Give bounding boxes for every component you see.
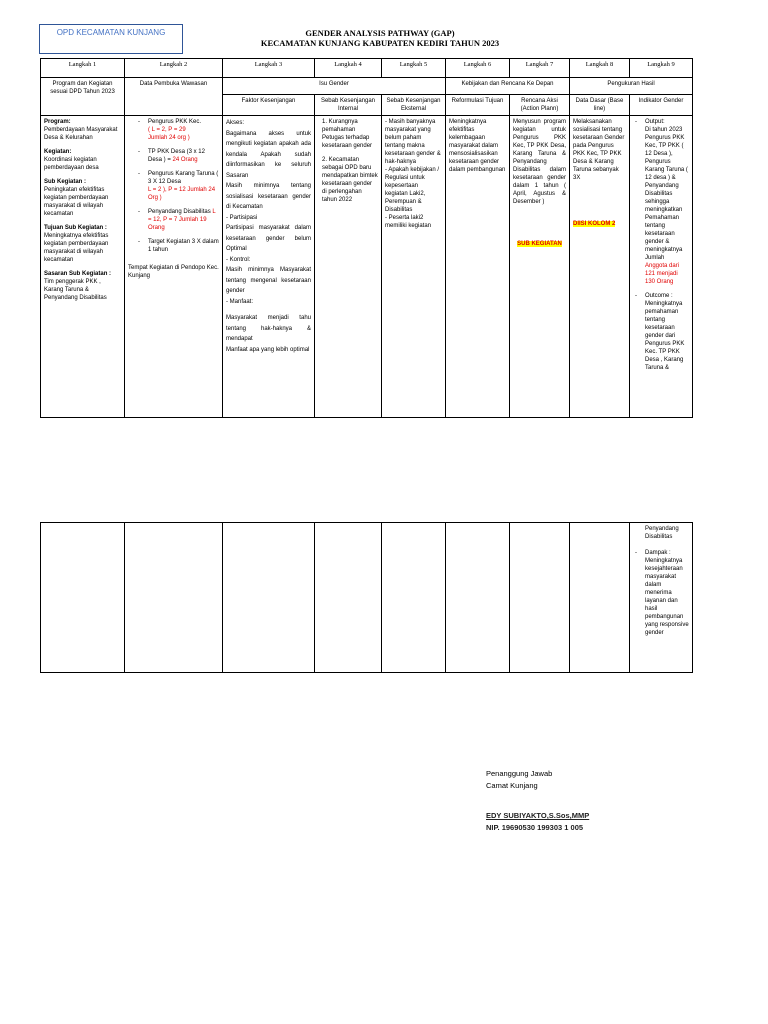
kontrol-label: - Kontrol: (226, 256, 251, 263)
tujuan-label: Tujuan Sub Kegiatan : (44, 225, 107, 231)
program-label: Program: (44, 119, 71, 125)
cont-cell-5 (382, 523, 446, 673)
step-9: Langkah 9 (630, 59, 693, 78)
cont-cell-2 (125, 523, 223, 673)
wawasan-list (136, 118, 219, 254)
kontrol-text: Masih minimnya Masyarakat tentang mengenal kesetaraan gender (226, 267, 311, 294)
signature-nip: NIP. 19690530 199303 1 005 (486, 823, 584, 832)
cell-faktor (223, 116, 315, 418)
content-row (41, 116, 693, 418)
cont-cell-7 (510, 523, 570, 673)
step-3: Langkah 3 (223, 59, 315, 78)
reformulasi-text: Meningkatnya efektifitas kelembagaan masyarakat dalam mensosialisasikan kesetaraan gender dalam pembangunan (449, 119, 506, 173)
cell-internal (315, 116, 382, 418)
akses-text: Bagaimana akses untuk mengikuti kegiatan apakah ada kendala Apakah sudah diinformasikan ke seluruh Sasaran (226, 130, 311, 179)
step-6: Langkah 6 (446, 59, 510, 78)
wawasan-item: - Target Kegiatan 3 X dalam 1 tahun (148, 238, 219, 254)
indikator-list (633, 118, 689, 372)
indikator-header: Indikator Gender (630, 95, 693, 116)
rencana-header: Rencana Aksi (Action Plann) (510, 95, 570, 116)
partisipasi-text: Partisipasi masyarakat dalam kesetaraan gender belum Optimal (226, 225, 311, 252)
cont-cell-1 (41, 523, 125, 673)
title-line-2: KECAMATAN KUNJANG KABUPATEN KEDIRI TAHUN 2023 (260, 38, 500, 48)
reformulasi-header: Reformulasi Tujuan (446, 95, 510, 116)
opd-label: OPD KECAMATAN KUNJANG (56, 28, 166, 37)
cont-cell-8 (570, 523, 630, 673)
manfaat-label: - Manfaat: (226, 298, 254, 305)
datadasar-text: Melaksanakan sosialisasi tentang kesetaraan Gender pada Pengurus PKK Kec, TP PKK Desa & Karang Taruna sebanyak 3X (573, 119, 625, 181)
kegiatan-label: Kegiatan: (44, 149, 72, 155)
step-2: Langkah 2 (125, 59, 223, 78)
wawasan-item: - Pengurus PKK Kec. ( L = 2, P = 29 Jumlah 24 org ) (148, 118, 219, 142)
eksternal-item-1: - Masih banyaknya masyarakat yang belum paham tentang makna kesetaraan gender & hak-haknya (385, 119, 441, 165)
sasaran-label: Sasaran Sub Kegiatan : (44, 271, 112, 277)
subkegiatan-label: Sub Kegiatan : (44, 179, 87, 185)
output-item: - Output: Di tahun 2023 Pengurus PKK Kec, TP PKK ( 12 Desa ), Pengurus Karang Taruna ( 12 desa ) & Penyandang Disabilitas sehingga meningkatkan Pemahaman tentang kesetaraan gender & meningkatnya Jumlah Anggota dari 121 menjadi 130 Orang (645, 118, 689, 286)
title-line-1: GENDER ANALYSIS PATHWAY (GAP) (305, 28, 455, 38)
cell-rencana (510, 116, 570, 418)
wawasan-item: - Pengurus Karang Taruna ( 3 X 12 Desa L = 2 ), P = 12 Jumlah 24 Org ) (148, 170, 219, 202)
rencana-text: Menyusun program kegiatan untuk Pengurus PKK Kec, TP PKK Desa, Karang Taruna & Penyandang Disabilitas dalam kesetaraan gender dalam 1 tahun ( April, Agustus & Desember ) (513, 119, 566, 205)
pengukuran-header: Pengukuran Hasil (570, 78, 693, 95)
col1-header: Program dan Kegiatan sesuai DPD Tahun 2023 (41, 78, 125, 116)
wawasan-item: - Penyandang Disabilitas L = 12, P = 7 Jumlah 19 Orang (148, 208, 219, 232)
indikator-continued: Penyandang Disabilitas (645, 526, 679, 540)
manfaat-text-2: Manfaat apa yang lebih optimal (226, 346, 310, 353)
internal-item-1: 1. Kurangnya pemahaman Petugas terhadap kesetaraan gender (322, 119, 373, 149)
dampak-item: - Dampak : Meningkatnya kesejahteraan masyarakat dalam menerima layanan dan hasil pembangunan yang responsive gender (645, 549, 689, 637)
eksternal-item-2: - Apakah kebijakan / Regulasi untuk kepesertaan kegiatan Laki2, Perempuan & Disabilitas (385, 167, 440, 213)
dampak-list (633, 549, 689, 637)
akses-text-2: Masih minimnya tentang sosialisasi kesetaraan gender di Kecamatan (226, 183, 311, 210)
gap-table-page-1 (40, 58, 693, 418)
cont-cell-6 (446, 523, 510, 673)
outcome-item: - Outcome : Meningkatnya pemahaman tentang kesetaraan gender dari Pengurus PKK Kec. TP PKK Desa , Karang Taruna & (645, 292, 689, 372)
kebijakan-header: Kebijakan dan Rencana Ke Depan (446, 78, 570, 95)
akses-label: Akses: (226, 120, 245, 126)
cont-cell-3 (223, 523, 315, 673)
signature-block (486, 768, 589, 834)
signature-role: Penanggung Jawab (486, 769, 553, 778)
step-1: Langkah 1 (41, 59, 125, 78)
datadasar-header: Data Dasar (Base line) (570, 95, 630, 116)
signature-name: EDY SUBIYAKTO,S.Sos,MMP (486, 811, 590, 820)
subkegiatan-text: Peningkatan efektifitas kegiatan pemberdayaan masyarakat di wilayah kecamatan (44, 187, 109, 217)
isu-gender-header: Isu Gender (223, 78, 446, 95)
cont-cell-indikator (630, 523, 693, 673)
step-5: Langkah 5 (382, 59, 446, 78)
cell-reformulasi (446, 116, 510, 418)
cont-cell-4 (315, 523, 382, 673)
faktor-header: Faktor Kesenjangan (223, 95, 315, 116)
tujuan-text: Meningkatnya efektifitas kegiatan pemberdayaan masyarakat di wilayah kecamatan (44, 233, 109, 263)
kegiatan-text: Koordinasi kegiatan pemberdayaan desa (44, 157, 99, 171)
step-7: Langkah 7 (510, 59, 570, 78)
tempat-kegiatan: Tempat Kegiatan di Pendopo Kec. Kunjang (128, 265, 219, 279)
sub-kegiatan-badge: SUB KEGIATAN (517, 241, 562, 247)
signature-office: Camat Kunjang (486, 781, 538, 790)
cell-eksternal (382, 116, 446, 418)
program-text: Pemberdayaan Masyarakat Desa & Kelurahan (44, 127, 118, 141)
wawasan-item: - TP PKK Desa (3 x 12 Desa ) = 24 Orang (148, 148, 219, 164)
eksternal-header: Sebab Kesenjangan Eksternal (382, 95, 446, 116)
continuation-row (41, 523, 693, 673)
step-4: Langkah 4 (315, 59, 382, 78)
internal-header: Sebab Kesenjangan Internal (315, 95, 382, 116)
internal-item-2: 2. Kecamatan sebagai OPD baru mendapatkan bimtek kesetaraan gender di perlengahan tahun 2022 (322, 157, 378, 203)
step-8: Langkah 8 (570, 59, 630, 78)
cell-program (41, 116, 125, 418)
step-header-row (41, 59, 693, 78)
sasaran-text: Tim penggerak PKK , Karang Taruna & Penyandang Disabilitas (44, 279, 107, 301)
cell-data-wawasan (125, 116, 223, 418)
eksternal-item-3: - Peserta laki2 memiliki kegiatan (385, 215, 432, 229)
document-title (200, 28, 560, 48)
cell-indikator (630, 116, 693, 418)
col2-header: Data Pembuka Wawasan (125, 78, 223, 116)
opd-label-box (39, 24, 183, 54)
partisipasi-label: - Partisipasi (226, 214, 258, 221)
group-header-row (41, 78, 693, 95)
cell-datadasar (570, 116, 630, 418)
manfaat-text: Masyarakat menjadi tahu tentang hak-haknya & mendapat (226, 315, 311, 342)
diisi-kolom-badge: DIISI KOLOM 2 (573, 221, 616, 227)
gap-table-page-2 (40, 522, 693, 673)
